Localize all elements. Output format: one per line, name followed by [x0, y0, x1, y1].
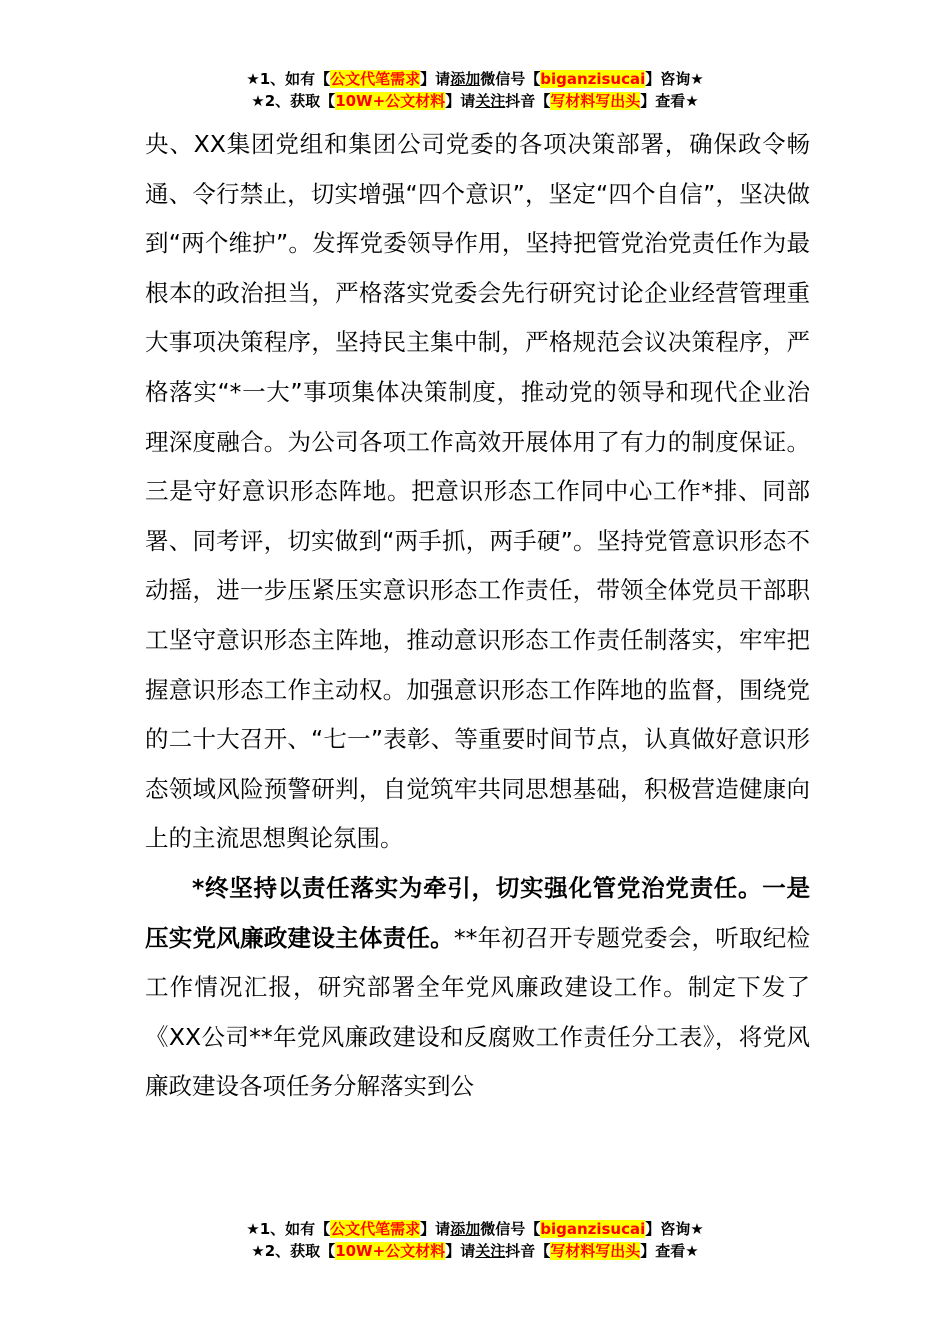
banner-text: ★2、获取【	[251, 1242, 336, 1260]
promo-line-2	[0, 90, 950, 112]
banner-text: 关注	[475, 92, 506, 110]
promo-banner-top	[0, 68, 950, 112]
banner-highlight: biganzisucai	[540, 70, 646, 88]
paragraph-heading: *终坚持以责任落实为牵引，切实强化管党治党责任。一是压实党风廉政建设主体责任。	[145, 873, 810, 952]
promo-banner-bottom	[0, 1218, 950, 1262]
banner-text: 添加	[450, 70, 481, 88]
banner-highlight: 10W+公文材料	[335, 92, 446, 110]
banner-text: 】请	[445, 92, 476, 110]
banner-text: 】查看★	[640, 1242, 699, 1260]
banner-highlight: 写材料写出头	[550, 1242, 641, 1260]
promo-line-1	[0, 1218, 950, 1240]
banner-text: 关注	[475, 1242, 506, 1260]
banner-highlight: 公文代笔需求	[330, 70, 421, 88]
banner-highlight: 10W+公文材料	[335, 1242, 446, 1260]
banner-text: 】请	[420, 70, 451, 88]
banner-text: 添加	[450, 1220, 481, 1238]
banner-text: 微信号【	[480, 1220, 541, 1238]
banner-text: 抖音【	[505, 92, 551, 110]
banner-text: 】咨询★	[645, 70, 704, 88]
banner-text: 微信号【	[480, 70, 541, 88]
banner-highlight: 写材料写出头	[550, 92, 641, 110]
banner-text: ★1、如有【	[246, 1220, 331, 1238]
banner-text: 】请	[445, 1242, 476, 1260]
banner-highlight: biganzisucai	[540, 1220, 646, 1238]
promo-line-1	[0, 68, 950, 90]
banner-text: 】请	[420, 1220, 451, 1238]
banner-text: 】查看★	[640, 92, 699, 110]
banner-text: ★1、如有【	[246, 70, 331, 88]
banner-highlight: 公文代笔需求	[330, 1220, 421, 1238]
banner-text: 】咨询★	[645, 1220, 704, 1238]
paragraph-text: **年初召开专题党委会，听取纪检工作情况汇报，研究部署全年党风廉政建设工作。制定下发了《XX公司**年党风廉政建设和反腐败工作责任分工表》，将党风廉政建设各项任务分解落实到公	[145, 923, 811, 1101]
document-body	[145, 120, 810, 1112]
promo-line-2	[0, 1240, 950, 1262]
paragraph	[145, 864, 810, 1112]
paragraph: 央、XX集团党组和集团公司党委的各项决策部署，确保政令畅通、令行禁止，切实增强“四个意识”，坚定“四个自信”，坚决做到“两个维护”。发挥党委领导作用，坚持把管党治党责任作为最根本的政治担当，严格落实党委会先行研究讨论企业经营管理重大事项决策程序，坚持民主集中制，严格规范会议决策程序，严格落实“*一大”事项集体决策制度，推动党的领导和现代企业治理深度融合。为公司各项工作高效开展体用了有力的制度保证。三是守好意识形态阵地。把意识形态工作同中心工作*排、同部署、同考评，切实做到“两手抓，两手硬”。坚持党管意识形态不动摇，进一步压紧压实意识形态工作责任，带领全体党员干部职工坚守意识形态主阵地，推动意识形态工作责任制落实，牢牢把握意识形态工作主动权。加强意识形态工作阵地的监督，围绕党的二十大召开、“七一”表彰、等重要时间节点，认真做好意识形态领域风险预警研判，自觉筑牢共同思想基础，积极营造健康向上的主流思想舆论氛围。	[145, 130, 810, 853]
banner-text: ★2、获取【	[251, 92, 336, 110]
banner-text: 抖音【	[505, 1242, 551, 1260]
